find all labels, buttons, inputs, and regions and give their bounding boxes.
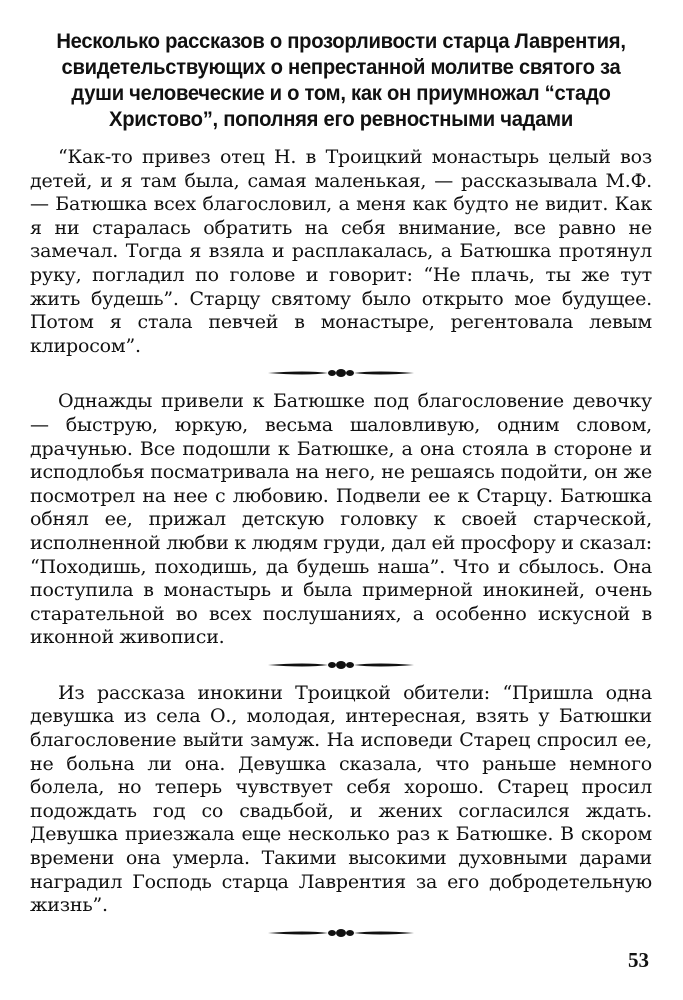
paragraph-1: “Как-то привез отец Н. в Троицкий монастырь целый воз детей, и я там была, самая маленькая, — рассказывала М.Ф. — Батюшка всех благословил, а меня как будто не видит. Как я ни старалась обратить на себя внимание, все равно не замечал. Тогда я взяла и расплакалась, а Батюшка протянул руку, погладил по голове и говорит: “Не плачь, ты же тут жить будешь”. Старцу святому было открыто мое будущее. Потом я стала певчей в монастыре, регентовала левым клиросом”.: [30, 146, 652, 357]
section-heading: Несколько рассказов о прозорливости старца Лаврентия, свидетельствующих о непрестанной молитве святого за души человеческие и о том, как он приумножал “стадо Христово”, пополняя его ревностными чадами: [56, 29, 626, 131]
page-number: 53: [628, 948, 649, 972]
book-page: [30, 28, 652, 950]
ornament-divider-icon: [266, 926, 416, 940]
ornament-divider-icon: [266, 658, 416, 672]
paragraph-3: Из рассказа инокини Троицкой обители: “Пришла одна девушка из села О., молодая, интересная, взять у Батюшки благословение выйти замуж. На исповеди Старец спросил ее, не больна ли она. Девушка сказала, что раньше немного болела, но теперь чувствует себя хорошо. Старец просил подождать год со свадьбой, и жених согласился ждать. Девушка приезжала еще несколько раз к Батюшке. В скором времени она умерла. Такими высокими духовными дарами наградил Господь старца Лаврентия за его добродетельную жизнь”.: [30, 681, 652, 917]
ornament-divider-icon: [266, 366, 416, 380]
paragraph-2: Однажды привели к Батюшке под благословение девочку — быструю, юркую, весьма шаловливую, одним словом, драчунью. Все подошли к Батюшке, а она стояла в стороне и исподлобья посматривала на него, не решаясь подойти, он же посмотрел на нее с любовию. Подвели ее к Старцу. Батюшка обнял ее, прижал детскую головку к своей старческой, исполненной любви к людям груди, дал ей просфору и сказал: “Походишь, походишь, да будешь наша”. Что и сбылось. Она поступила в монастырь и была примерной инокиней, очень старательной во всех послушаниях, а особенно искусной в иконной живописи.: [30, 390, 652, 649]
